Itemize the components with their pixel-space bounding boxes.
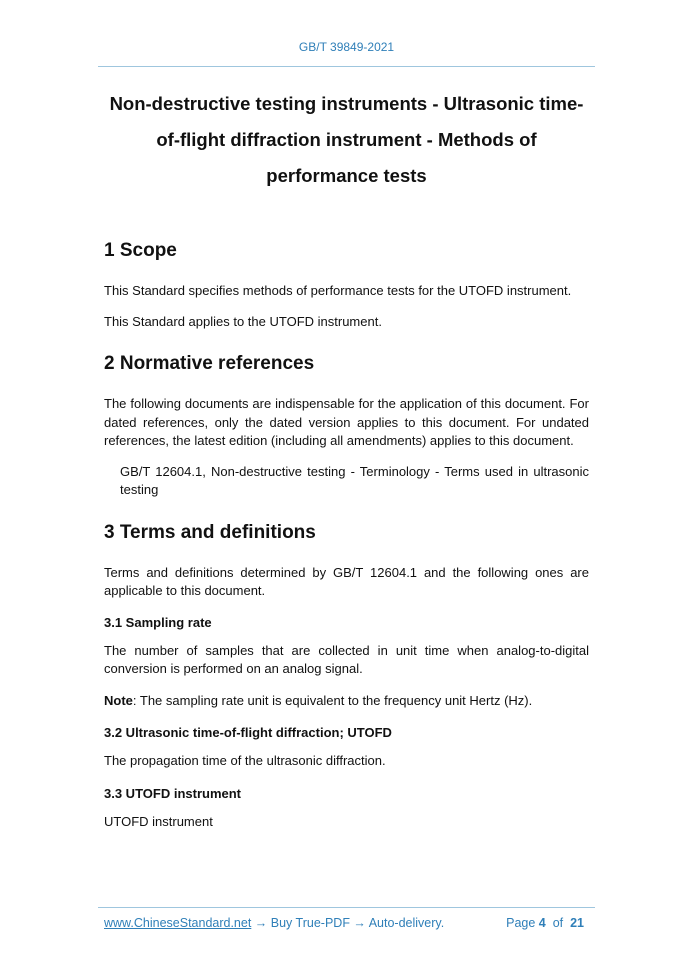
section-3-heading: 3 Terms and definitions xyxy=(104,521,316,543)
term-3-1-note xyxy=(104,692,589,711)
auto-delivery-text: Auto-delivery. xyxy=(368,916,445,930)
normative-paragraph: The following documents are indispensable for the application of this document. For dated references, only the dated version applies to this document. For undated references, the latest edition (including all amendments) applies to this document. xyxy=(104,396,589,448)
term-3-3-heading: 3.3 UTOFD instrument xyxy=(104,785,242,801)
normative-reference-item: GB/T 12604.1, Non-destructive testing - Terminology - Terms used in ultrasonic testing xyxy=(120,463,589,497)
footer-divider xyxy=(98,907,595,908)
current-page-number: 4 xyxy=(538,916,546,930)
document-title xyxy=(98,86,595,194)
note-text: : The sampling rate unit is equivalent to the frequency unit Hertz (Hz). xyxy=(132,692,533,708)
page-footer xyxy=(104,916,584,930)
buy-pdf-text: Buy True-PDF xyxy=(270,916,350,930)
title-line-2: of-flight diffraction instrument - Methods of xyxy=(156,129,537,150)
term-3-1-heading: 3.1 Sampling rate xyxy=(104,614,212,630)
note-label: Note xyxy=(104,692,133,708)
title-line-3: performance tests xyxy=(266,165,427,186)
arrow-right-icon: → xyxy=(349,916,369,930)
terms-intro-paragraph: Terms and definitions determined by GB/T 12604.1 and the following ones are applicable to this document. xyxy=(104,564,589,598)
term-3-2-definition: The propagation time of the ultrasonic diffraction. xyxy=(104,753,386,768)
page-number xyxy=(506,916,584,930)
term-3-3-definition: UTOFD instrument xyxy=(104,813,213,829)
term-3-2-heading: 3.2 Ultrasonic time-of-flight diffraction; UTOFD xyxy=(104,725,392,740)
arrow-right-icon: → xyxy=(251,916,271,930)
document-code-header: GB/T 39849-2021 xyxy=(298,40,395,54)
title-line-1: Non-destructive testing instruments - Ultrasonic time- xyxy=(109,93,584,114)
section-1-heading: 1 Scope xyxy=(104,240,177,261)
website-link[interactable]: www.ChineseStandard.net xyxy=(104,916,252,930)
total-pages-number: 21 xyxy=(570,916,584,930)
scope-paragraph-1: This Standard specifies methods of performance tests for the UTOFD instrument. xyxy=(104,283,572,298)
term-3-1-definition: The number of samples that are collected in unit time when analog-to-digital conversion is performed on an analog signal. xyxy=(104,642,589,676)
header-divider xyxy=(98,66,595,67)
page-label: Page xyxy=(506,916,536,930)
section-2-heading: 2 Normative references xyxy=(104,353,315,374)
of-label: of xyxy=(552,916,564,930)
page-content xyxy=(104,86,589,831)
scope-paragraph-2: This Standard applies to the UTOFD instrument. xyxy=(104,313,382,329)
